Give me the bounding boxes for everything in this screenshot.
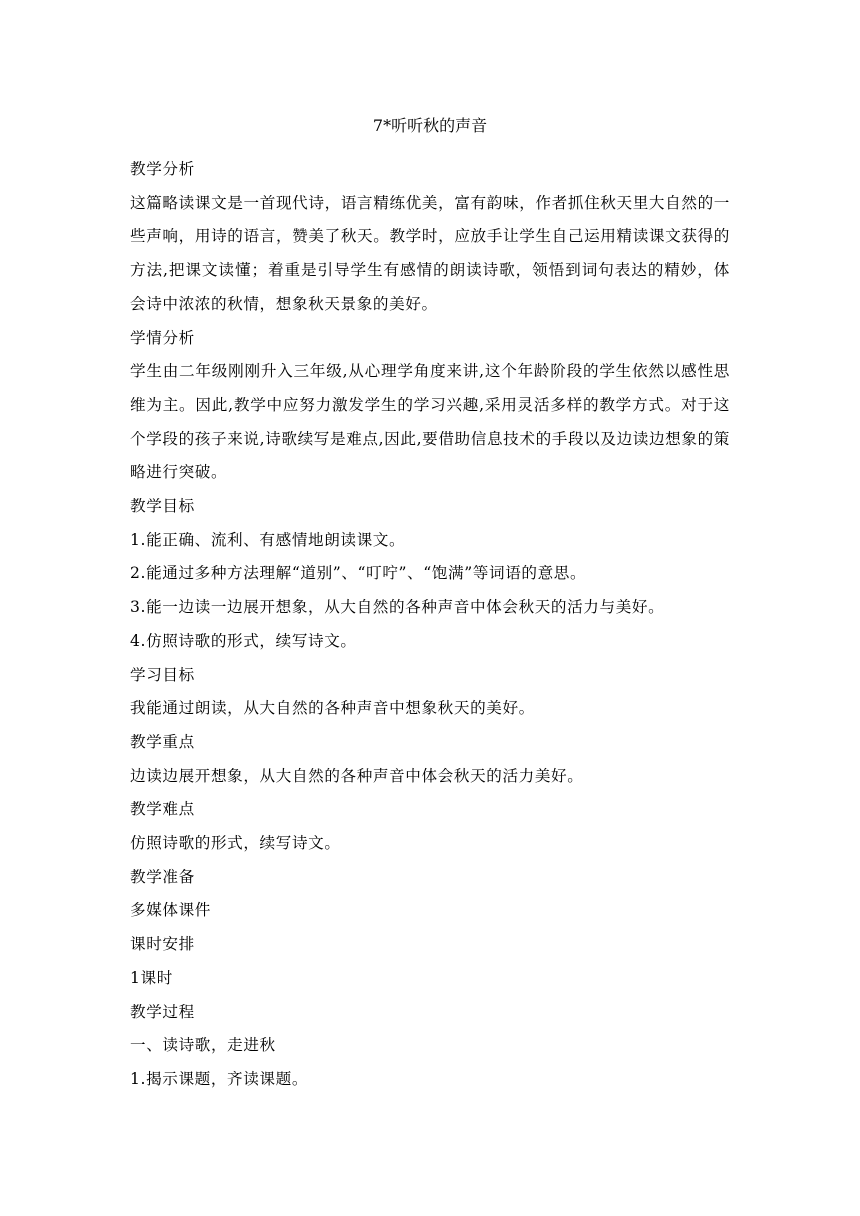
section-heading-student-analysis: 学情分析 bbox=[130, 328, 195, 347]
document-body bbox=[130, 153, 730, 1097]
teaching-goal-item: 2.能通过多种方法理解“道别”、“叮咛”、“饱满”等词语的意思。 bbox=[130, 564, 587, 583]
section-heading-difficulties: 教学难点 bbox=[130, 800, 195, 819]
schedule-text: 1课时 bbox=[130, 968, 173, 987]
key-points-text: 边读边展开想象，从大自然的各种声音中体会秋天的活力美好。 bbox=[130, 766, 584, 785]
section-heading-key-points: 教学重点 bbox=[130, 732, 195, 751]
document-title: 7*听听秋的声音 bbox=[372, 116, 488, 135]
learning-goals-text: 我能通过朗读，从大自然的各种声音中想象秋天的美好。 bbox=[130, 699, 535, 718]
teaching-goal-item: 3.能一边读一边展开想象，从大自然的各种声音中体会秋天的活力与美好。 bbox=[130, 598, 665, 617]
section-heading-schedule: 课时安排 bbox=[130, 935, 195, 954]
section-heading-preparation: 教学准备 bbox=[130, 867, 195, 886]
teaching-goal-item: 1.能正确、流利、有感情地朗读课文。 bbox=[130, 530, 406, 549]
preparation-text: 多媒体课件 bbox=[130, 901, 211, 920]
process-step-heading: 一、读诗歌，走进秋 bbox=[130, 1036, 276, 1055]
section-heading-teaching-goals: 教学目标 bbox=[130, 497, 195, 516]
process-step-item: 1.揭示课题，齐读课题。 bbox=[130, 1069, 309, 1088]
student-analysis-text: 学生由二年级刚刚升入三年级,从心理学角度来讲,这个年龄阶段的学生依然以感性思维为主。因此,教学中应努力激发学生的学习兴趣,采用灵活多样的教学方式。对于这个学段的孩子来说,诗歌续写是难点,因此,要借助信息技术的手段以及边读边想象的策略进行突破。 bbox=[130, 362, 730, 482]
teaching-analysis-text: 这篇略读课文是一首现代诗，语言精练优美，富有韵味，作者抓住秋天里大自然的一些声响，用诗的语言，赞美了秋天。教学时，应放手让学生自己运用精读课文获得的方法,把课文读懂；着重是引导学生有感情的朗读诗歌，领悟到词句表达的精妙，体会诗中浓浓的秋情，想象秋天景象的美好。 bbox=[130, 193, 730, 313]
teaching-goal-item: 4.仿照诗歌的形式，续写诗文。 bbox=[130, 631, 357, 650]
difficulties-text: 仿照诗歌的形式，续写诗文。 bbox=[130, 834, 341, 853]
section-heading-teaching-analysis: 教学分析 bbox=[130, 160, 195, 178]
section-heading-process: 教学过程 bbox=[130, 1002, 195, 1021]
section-heading-learning-goals: 学习目标 bbox=[130, 665, 195, 684]
